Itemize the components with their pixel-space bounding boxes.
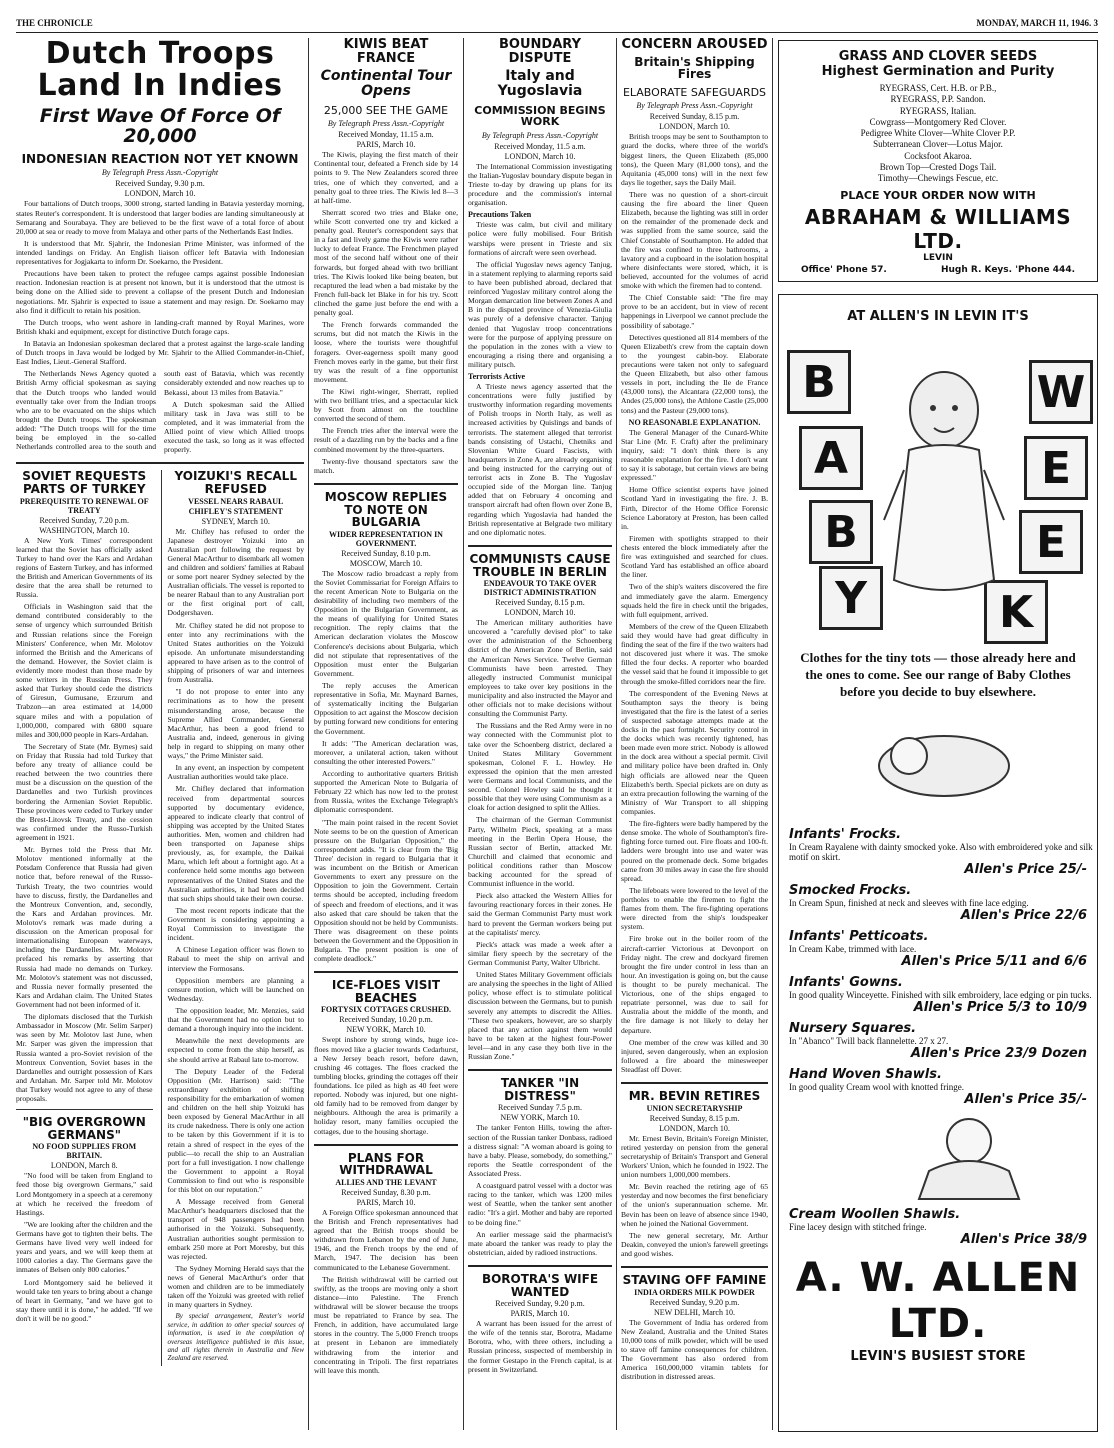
paragraph: The Russians and the Red Army were in no way connected with the Communist plot to take over the Schoenberg district, declared a United States Military Government spokesman, Colonel F. L. Howley. He expressed the opinion that the men arrested were Germans and local Communists, and the second. Colonel Howley said he thought it possible that they were using Communism as a cloak for action designed to split the Allies. (468, 721, 612, 813)
paragraph: "We are looking after the children and the Germans have got to tighten their belts. The Germans have lived very well indeed for years and years, and we will keep them at 1000 calories a day. The Germans gave the inmates of Belsen only 800 calories." (16, 1219, 153, 1275)
paragraph: Two of the ship's waiters discovered the fire and immediately gave the alarm. Emergency squads held the fire in check until the brigades, with full equipment, arrived. (621, 582, 768, 619)
paragraph: The Chief Constable said: "The fire may prove to be an accident, but in view of recent happenings in Liverpool we cannot preclude the possibility of sabotage." (621, 293, 768, 330)
paragraph: There was no question of a short-circuit causing the fire aboard the liner Queen Elizabeth, because the lighting was still in order on the remainder of the promenade deck and was supplied from the same source, said the Chief Constable of Southampton. He added that the fire was confined to three bathrooms, a lavatory and a cupboard in the isolation hospital where disinfectants were stored, which, it is believed, accounted for the volumes of acrid smoke with which the firemen had to contend. (621, 190, 768, 291)
ad-seeds-line: Subterranean Clover—Lotus Major. (873, 139, 1003, 150)
paragraph: The French forwards commanded the scrums, but did not match the Kiwis in the loose, where the tourists were thoughtful foragers. Over-eagerness spoilt many good French moves early in the game, but their first try was the result of a fine opportunist movement. (314, 320, 458, 384)
boundary-article (468, 38, 612, 537)
paragraph: United States Military Government officials are analysing the speeches in the light of Allied policy, whose effect is to stimulate political discussion between the Germans, but to punish severely any attempts to discredit the Allies. "These two speakers, however, are so sharply placed that any action against them would have to be taken at the highest four-Power level—and in any case they both live in the Russian Zone." (468, 970, 612, 1062)
byline: By Telegraph Press Assn.-Copyright (101, 168, 219, 178)
item-description: In "Abanco" Twill back flannelette. 27 x 27. (789, 1035, 949, 1046)
column-4 (621, 38, 768, 1430)
dateline: NEW YORK, March 10. (500, 1113, 580, 1123)
letter-block: K (984, 580, 1048, 644)
item-price: Allen's Price 35/- (964, 1091, 1087, 1107)
ad-seeds-title: GRASS AND CLOVER SEEDS (838, 49, 1038, 64)
letter-block: A (799, 426, 863, 490)
paragraph: A Dutch spokesman said the Allied military task in Java was still to be completed, and it was immaterial from the Allied point of view which Allied troops executed the task, so long as it was effected properly. (164, 399, 304, 455)
paragraph: Fire broke out in the boiler room of the aircraft-carrier Victorious at Devonport on Friday night. The crew and dockyard firemen brought the fire under control in less than an hour. An investigation is going on, but the cause is thought to be purely mechanical. The Victorious, one of the ships engaged to repatriate personnel, was due to sail for Australia about the middle of the month, and the fire damage is not likely to delay her departure. (621, 934, 768, 1035)
dateline: LONDON, March 10. (124, 189, 196, 199)
column-1-lower (16, 470, 304, 1366)
ad-grass-seeds (778, 40, 1098, 282)
dateline: LONDON, March 10. (659, 122, 730, 132)
lead-kicker: INDONESIAN REACTION NOT YET KNOWN (21, 151, 299, 166)
dateline: LONDON, March 10. (659, 1123, 730, 1133)
paragraph: The American military authorities have uncovered a "carefully devised plot" to take over the administration of the Schoenberg district of the American Zone of Berlin, said the American News Service. Twelve German Communists have been arrested. They allegedly instructed Communist municipal employees to take over key positions in the municipality and also instructed the Mayor and other officials not to make decisions without consulting the Communist Party. (468, 618, 612, 719)
item-price: Allen's Price 25/- (964, 861, 1087, 877)
lead-headline: Dutch Troops Land In Indies (37, 38, 283, 103)
paragraph: In any event, an inspection by competent Australian authorities would take place. (167, 763, 304, 782)
paragraph: Twenty-five thousand spectators saw the match. (314, 456, 458, 475)
paragraph: Mr. Bevin reached the retiring age of 65 yesterday and now becomes the first beneficiary of the union's superannuation scheme. Mr. Bevin has been on leave of absence since 1940, when he joined the National Government. (621, 1182, 768, 1228)
dateline: NEW DELHI, March 10. (654, 1307, 735, 1317)
item-price: Allen's Price 22/6 (960, 907, 1087, 923)
paragraph: The correspondent of the Evening News at Southampton says the theory is being investigated that the fire is the latest of a series of suspected sabotage attempts made at the docks in the past fortnight. Security control in the docks which was recently tightened, has been made even more strict. Nobody is allowed in the dock area without a special permit. Civil and military police have been drafted in. Only high officials are allowed near the Queen Elizabeth's berth. Special pickets are on duty as an extra precaution following the warning of the Ministry of War Transport to all shipping companies. (621, 688, 768, 817)
paragraph: British troops may be sent to Southampton to guard the docks, where three of the world's biggest liners, the Queen Elizabeth (85,000 tons), the Queen Mary (81,000 tons), and the Aquitania (45,000 tons) will in the next few days lie together, says the Daily Mail. (621, 132, 768, 187)
dateline: PARIS, March 10. (510, 1309, 570, 1319)
column-rule (308, 38, 309, 1430)
ad-seeds-keys-phone: Hugh R. Keys. 'Phone 444. (940, 264, 1075, 275)
bevin-article (621, 1090, 768, 1258)
famine-article (621, 1274, 768, 1381)
section-divider (314, 1144, 458, 1146)
dateline: NEW YORK, March 10. (346, 1025, 426, 1035)
ad-seeds-line: RYEGRASS, Italian. (899, 105, 977, 116)
paragraph: A Message received from General MacArthur's headquarters disclosed that the transport of 948 passengers had been authorised in the Yoizuki. Subsequently, Australian authorities sought permission to embark 250 more at Port Moresby, but this was rejected. (167, 1197, 304, 1261)
paragraph: A Chinese Legation officer was flown to Rabaul to meet the ship on arrival and interview the Formosans. (167, 945, 304, 973)
paragraph: The French tries after the interval were the result of a dazzling run by the backs and a fine combined movement by the three-quarters. (314, 426, 458, 454)
soviet-article (16, 470, 153, 1366)
moscow-headline: MOSCOW REPLIES TO NOTE ON BULGARIA (324, 489, 448, 530)
paragraph: Mr. Ernest Bevin, Britain's Foreign Minister, retired yesterday on pension from the general secretaryship of Britain's Transport and General Workers' Union, which he founded in 1922. The union numbers 1,000,000 members. (621, 1133, 768, 1180)
item-price: Allen's Price 5/3 to 10/9 (913, 999, 1087, 1015)
byline: By Telegraph Press Assn.-Copyright (327, 119, 445, 129)
paragraph: The new general secretary, Mr. Arthur Deakin, conveyed the union's farewell greetings and good wishes. (621, 1230, 768, 1258)
baby-sleeping-illustration (869, 711, 1019, 811)
ad-seeds-line: RYEGRASS, Cert. H.B. or P.B., (879, 83, 997, 93)
byline: By Telegraph Press Assn.-Copyright (636, 101, 753, 111)
yoizuki-kicker: VESSEL NEARS RABAUL (188, 496, 284, 506)
communists-article (468, 553, 612, 1061)
section-divider (621, 1082, 768, 1084)
paragraph: Firemen with spotlights strapped to their chests entered the block immediately after the fire was extinguished and searched for clues. Scotland Yard has established an office aboard the liner. (621, 533, 768, 580)
paragraph: The Deputy Leader of the Federal Opposition (Mr. Harrison) said: "The extraordinary exhibition of shifting responsibility for the embarkation of women and children on the hell ship Yoizuki has been exposed by General MacArthur in all its crude nakedness. There is only one action to be taken by this Government if it is to retain a shred of respect in the eyes of the public—to recall the ship to an Australian port for a full investigation. I now challenge the Government to appoint a Royal Commission to find out who is responsible for this blot on our reputation." (167, 1066, 304, 1195)
dateline: WASHINGTON, March 10. (39, 525, 130, 535)
item-name: Cream Woollen Shawls. (789, 1206, 961, 1222)
paragraph: The diplomats disclosed that the Turkish Ambassador in Moscow (Mr. Selim Sarper) was seen by Mr. Molotov last June, when Mr. Sarper was given the impression that Russia wanted a pro-Soviet revision of the Montreux Convention, Soviet bases in the Dardanelles and outright possession of Kars and Ardahan. Mr. Sarper told Mr. Molotov that Turkey would not agree to any of these proposals. (16, 1012, 153, 1104)
germans-kicker: NO FOOD SUPPLIES FROM BRITAIN. (32, 1142, 137, 1161)
paragraph: A Trieste news agency asserted that the concentrations were fully justified by trustworthy information regarding movements of Polish troops in North Italy, as well as increased activities by Quislings and bands of terrorists. The statement alleged that terrorist bands consisting of Ustachi, Chetniks and Slovenian White Guard Fascists, with headquarters in Zone A, are already organising and being instructed for the carrying out of terrorist acts in Zone B. The Yugoslav occupied side of the Morgan line. Tanjug added that on February 4 oncoming and transport aircraft had often flown over Zone B, regarding which Yugoslavia had handed the British representative at Belgrade two military and one diplomatic notes. (468, 382, 612, 537)
paragraph: The Kiwis, playing the first match of their Continental tour, defeated a French side by 14 points to 9. The New Zealanders scored three tries, one of which they converted, and a penalty goal to three tries. The Kiwis led 8—3 at half-time. (314, 150, 458, 205)
ad-allen-shawl-illustration (779, 1111, 1097, 1201)
yoizuki-headline: YOIZUKI'S RECALL REFUSED (174, 469, 297, 496)
ad-allen-item (789, 883, 1097, 923)
concern-headline: CONCERN AROUSED (621, 38, 768, 52)
received-line: Received Sunday, 9.20 p.m. (649, 1297, 740, 1307)
paragraph: The British withdrawal will be carried out swiftly, as the troops are moving only a short distance—into Palestine. The French withdrawal will be slower because the troops must be repatriated to France by sea. The French, in addition, have accumulated large stores in the country. The 5,000 French troops at present in Lebanon are immediately withdrawing from the interior and concentrating in Tripoli. The first repatriates will leave this month. (314, 1274, 458, 1375)
concern-article (621, 38, 768, 1074)
section-divider (314, 483, 458, 485)
paragraph: The Netherlands News Agency quoted a British Army official spokesman as saying that the Dutch troops who landed would eventually take over from the Indian troops who are to be evacuated on the ships which brought the Dutch troops. The spokesman added: "The Dutch troops will for the time being be employed in the so-called Netherlands controlled area to the south and south east of Batavia, which was recently considerably extended and now reaches up to Bekassi, about 13 miles from Batavia." (16, 369, 304, 452)
paragraph: Mr. Chifley has refused to order the Japanese destroyer Yoizuki into an Australian port following the request by General MacArthur to disembark all women and children and soldiers' families at Rabaul or some port nearer Sydney selected by the Australian officials. The vessel is reported to be nearer Rabaul than to any Australian port or the first original port of call, Dodgershaven. (167, 526, 304, 618)
item-description: In good quality Cream wool with knotted fringe. (789, 1081, 964, 1092)
paragraph: The most recent reports indicate that the Government is considering appointing a Royal Commission to investigate the incident. (167, 905, 304, 943)
baby-illustration (879, 350, 1009, 630)
icefloes-headline: ICE-FLOES VISIT BEACHES (331, 978, 441, 1005)
moscow-kicker: WIDER REPRESENTATION IN GOVERNMENT. (329, 529, 443, 548)
section-divider (468, 545, 612, 547)
dateline: SYDNEY, March 10. (201, 516, 270, 526)
paragraph: Home Office scientist experts have joined Scotland Yard in investigating the fire. J. B. Firth, Director of the Home Office Forensic Science Laboratory at Preston, has been called in. (621, 485, 768, 531)
paragraph: A New York Times' correspondent learned that the Soviet has officially asked Turkey to hand over the Kars and Ardahan regions of Eastern Turkey, and has informed the British and American Governments of its desire that the area shall be returned to Russia. (16, 535, 153, 600)
masthead-paper-name: THE CHRONICLE (16, 18, 93, 28)
concern-kicker: Britain's Shipping Fires (634, 54, 755, 82)
paragraph: An earlier message said the pharmacist's mate aboard the tanker was ready to play the obstetrician, aided by radioed instructions. (468, 1229, 612, 1257)
paragraph: The opposition leader, Mr. Menzies, said that the Government had no option but to demand a thorough inquiry into the incident. (167, 1005, 304, 1034)
paragraph: One member of the crew was killed and 30 injured, seven dangerously, when an explosion followed a fire aboard the minesweeper Steadfast off Dover. (621, 1037, 768, 1074)
paragraph: The Sydney Morning Herald says that the news of General MacArthur's order that women and children are to be immediately taken off the Yoizuki was greeted with relief in many quarters in Sydney. (167, 1263, 304, 1310)
article-divider (16, 1109, 153, 1110)
received-line: Received Sunday, 9.30 p.m. (115, 179, 205, 189)
paragraph: Mr. Chifley declared that information received from departmental sources supported by documentary evidence, appeared to indicate clearly that control of shipping was accepted by the United States authorities. Men, women and children had been transported on Japanese ships previously, as, for example, the Daikai Maru, which left about a fortnight ago. At a conference held some months ago between representatives of the United States and the Australian authorities, it had been decided that such ships should take their own course. (167, 784, 304, 903)
paragraph: Sherratt scored two tries and Blake one, while Scott converted one try and kicked a penalty goal. Reuter's correspondent says that in a fast and lively game the Kiwis were rather lucky to defeat France. The Frenchmen played most of the second half without one of their forwards, but forged ahead with two brilliant tries. The Kiwis looked like being beaten, but recaptured the lead when a bad mistake by the French full-back let Blake in for his try. Scott clinched the game just before the end with a penalty goal. (314, 207, 458, 318)
paragraph: Members of the crew of the Queen Elizabeth said they would have had great difficulty in finding the seat of the fire if the two waiters had not discovered just where it was. The smoke filled the four decks. A reporter who boarded the vessel said that he found it impossible to get through the smoke-filled corridors near the fire. (621, 621, 768, 686)
item-price: Allen's Price 23/9 Dozen (910, 1045, 1087, 1061)
subheading: Precautions Taken (468, 210, 532, 220)
paragraph: Lord Montgomery said he believed it would take ten years to bring about a change of heart in Germany, "and we have got to stay there until it is done," he added. "If we don't it will be no good." (16, 1277, 153, 1323)
ad-allen-blocks-illustration (779, 330, 1097, 638)
paragraph: Opposition members are planning a censure motion, which will be launched on Wednesday. (167, 975, 304, 1003)
paragraph: A warrant has been issued for the arrest of the wife of the tennis star, Borotra, Madame Borotra, who, with three others, including a Russian princess, suspected of membership in the former Gestapo in the French capital, is at present in Switzerland. (468, 1319, 612, 1374)
ad-allen-tagline: Clothes for the tiny tots — those already here and the ones to come. See our range of Baby Clothes before you decide to buy elsewhere. (800, 650, 1076, 699)
section-divider (621, 1266, 768, 1268)
letter-block: B (809, 500, 873, 564)
paragraph: The reply accuses the American representative in Sofia, Mr. Maynard Barnes, of systematically inciting the Bulgarian Opposition to act against the Moscow decision by putting forward new conditions for entering the Government. (314, 681, 458, 736)
ad-allen-item (789, 1021, 1097, 1061)
column-1 (16, 38, 304, 1430)
paragraph: The fire-fighters were badly hampered by the dense smoke. The whole of Southampton's fire-fighting force turned out. Fire floats and 100-ft. ladders were brought into use and water was poured on the promenade deck. Some brigades came from 30 miles away in case the fire should spread. (621, 819, 768, 883)
dateline: LONDON, March 10. (504, 151, 576, 161)
paragraph: "I do not propose to enter into any recriminations as to how the present misunderstanding arose, because the Supreme Allied Commander, General MacArthur, has been a good friend to Australia and, indeed, generous in giving help in regard to shipping on many other ways," the Prime Minister said. (167, 687, 304, 761)
dateline: MOSCOW, March 10. (349, 558, 423, 568)
baby-in-shawl-illustration (909, 1111, 1029, 1201)
paragraph: The Moscow radio broadcast a reply from the Soviet Commissariat for Foreign Affairs to the recent American Note to Bulgaria on the desirability of including two members of the Opposition in the Bulgarian Government, as the means of qualifying for United States recognition. The reply claims that the American declaration violates the Moscow Conference's decisions about Bulgaria, which did not stipulate that representatives of the Opposition must enter the Bulgarian Government. (314, 568, 458, 678)
tanker-article (468, 1077, 612, 1257)
paragraph: The lifeboats were lowered to the level of the portholes to enable the firemen to fight the flames from them. The fire-fighting operations were directed from the ship's loudspeaker system. (621, 885, 768, 932)
ad-seeds-line: Cowgrass—Montgomery Red Clover. (869, 116, 1007, 127)
boundary-kicker: Italy and Yugoslavia (497, 68, 583, 99)
item-description: Fine lacey design with stitched fringe. (789, 1221, 927, 1232)
paragraph: "No food will be taken from England to feed those big overgrown Germans," said Lord Montgomery in a speech at a ceremony at which he received the freedom of Hastings. (16, 1171, 153, 1217)
lead-continuation (16, 369, 304, 454)
moscow-article (314, 491, 458, 963)
dateline: LONDON, March 10. (504, 608, 576, 618)
ad-seeds-town: LEVIN (923, 253, 953, 264)
paragraph: The chairman of the German Communist Party, Wilhelm Pieck, speaking at a mass meeting in the Berlin Opera House, the Russian sector of Berlin, attacked Mr. Churchill and claimed that economic and political conditions rather than Moscow backing accounted for the spread of Communist influence in the world. (468, 815, 612, 889)
ad-seeds-line: Brown Top—Crested Dogs Tail. (879, 161, 997, 172)
bevin-headline: MR. BEVIN RETIRES (628, 1089, 761, 1104)
letter-block: W (1029, 360, 1093, 424)
section-divider (16, 462, 304, 464)
famine-headline: STAVING OFF FAMINE (622, 1273, 767, 1288)
paragraph: The tanker Fenton Hills, towing the after-section of the Russian tanker Donbass, radioed a distress signal: "A woman aboard is going to have a baby. Please, somebody, do something," reports the Seattle correspondent of the Associated Press. (468, 1123, 612, 1178)
item-price: Allen's Price 38/9 (960, 1231, 1087, 1247)
received-line: Received Sunday, 8.15 p.m. (649, 112, 740, 122)
paragraph: The Government of India has ordered from New Zealand, Australia and the United States 10,000 tons of milk powder, which will be used to stave off famine consequences for children. The Government has also ordered from America 160,000,000 vitamin tablets for distribution in distressed areas. (621, 1317, 768, 1382)
letter-block: B (787, 350, 851, 414)
paragraph: "The main point raised in the recent Soviet Note seems to be on the question of American pressure on the Bulgarian Opposition," the correspondent adds. "It is clear from the 'Big Three' decision in regard to Bulgaria that it was incumbent on the British or American Governments to exert any pressure on the Opposition to join the Government. Certain terms should be accepted, including freedom of speech and freedom of elections, and it was also asked that care should be taken that the Opposition should not be held by Communists. There was disagreement on these points between the Government and the Opposition in Bulgaria. The present position is one of complete deadlock." (314, 817, 458, 964)
item-name: Hand Woven Shawls. (789, 1066, 942, 1082)
paragraph: Trieste was calm, but civil and military police were fully mobilised. Four British warships were present in Trieste and six formations of aircraft were seen overhead. (468, 220, 612, 257)
item-name: Nursery Squares. (789, 1020, 917, 1036)
item-description: In Cream Spun, finished at neck and sleeves with fine lace edging. (789, 897, 1029, 908)
bevin-kicker: UNION SECRETARYSHIP (646, 1103, 743, 1113)
item-name: Infants' Gowns. (789, 974, 903, 990)
borotra-headline: BOROTRA'S WIFE WANTED (481, 1271, 599, 1299)
icefloes-kicker: FORTYSIX COTTAGES CRUSHED. (320, 1005, 452, 1015)
ad-allen-headline: AT ALLEN'S IN LEVIN IT'S (847, 309, 1029, 324)
item-description: In good quality Winceyette. Finished with silk embroidery, lace edging or pin tucks. (789, 989, 1092, 1000)
letter-block: Y (819, 566, 883, 630)
paragraph: The International Commission investigating the Italian-Yugoslav boundary dispute began in Trieste to-day by drawing up plans for its procedure and the commission's internal organisation. (468, 161, 612, 208)
withdrawal-headline: PLANS FOR WITHDRAWAL (339, 1150, 433, 1178)
paragraph: Precautions have been taken to protect the refugee camps against possible Indonesian reaction. Indonesian reaction is at present not known, but it is understood that the utmost is being done on the Allied side to prevent a collapse of the present Dutch and Indonesian negotiations. Mr. Sjahrir is expected to issue a statement and may resign. Dr. Soekarno may also find it difficult to retain his position. (16, 269, 304, 315)
received-line: Received Sunday, 8.15 p.m. (649, 1113, 740, 1123)
item-name: Smocked Frocks. (789, 882, 912, 898)
ad-allen-item (789, 827, 1097, 877)
communists-headline: COMMUNISTS CAUSE TROUBLE IN BERLIN (469, 551, 611, 579)
ad-allen-items (779, 827, 1097, 1247)
tanker-headline: TANKER "IN DISTRESS" (500, 1076, 580, 1103)
column-3 (468, 38, 612, 1430)
paragraph: Mr. Byrnes told the Press that Mr. Molotov mentioned informally at the Potsdam Conference that Russia had given notice that, before renewal of the Russo-Turkish Treaty, the two countries would have to discuss, firstly, the Dardanelles and the Montreux Convention, and, secondly, the Kars and Ardahan provinces. Mr. Molotov's remark was made during a discussion on the American proposal for internationalising European waterways, including the Dardanelles. Mr. Molotov prefaced his remarks by asserting that Russia had made no demands on Turkey. Mr. Molotov's statement was not discussed, and Russia never formally presented the Kars and Ardahan claim. The United States Government had not been informed of it. (16, 845, 153, 1009)
column-2 (314, 38, 458, 1430)
masthead (16, 18, 1098, 33)
byline: By Telegraph Press Assn.-Copyright (481, 130, 599, 140)
received-line: Received Sunday 7.5 p.m. (498, 1103, 582, 1113)
paragraph: The Dutch troops, who went ashore in landing-craft manned by Royal Marines, wore British khaki and equipment, except for distinctive Dutch forage caps. (16, 317, 304, 336)
paragraph: Officials in Washington said that the demand contributed considerably to the sense of urgency which surrounded British and Russian relations since the Foreign Ministers' Conference, when Mr. Molotov informed the British and the Americans of the demand. However, the Soviet claim is evidently more modest than those made by some writers in the Russian Press. They asked that Turkey should cede the districts of Giresun, Gumusane, Erzurum and Trabzon—an area estimated at 14,000 square miles and with a population of 1,000,000, compared with 6800 square miles and 300,000 people in Kars-Ardahan. (16, 602, 153, 739)
received-line: Received Sunday, 7.20 p.m. (39, 515, 129, 525)
item-price: Allen's Price 5/11 and 6/6 (901, 953, 1087, 969)
paragraph: Four battalions of Dutch troops, 3000 strong, started landing in Batavia yesterday morning, states Reuter's correspondent. It is understood that larger bodies are landing simultaneously at Semarang and Sourabaya. They are believed to be the first wave of a total force of about 20,000 at sea or ready to move from Malaya and other parts of the Netherlands East Indies. (16, 199, 304, 236)
received-line: Received Monday, 11.15 a.m. (338, 130, 434, 140)
ad-allen-pram-illustration (779, 711, 1097, 821)
column-rule (463, 38, 464, 1430)
received-line: Received Sunday, 9.20 p.m. (495, 1299, 585, 1309)
subheading: Terrorists Active (468, 372, 526, 382)
ad-seeds-cta: PLACE YOUR ORDER NOW WITH (840, 189, 1036, 203)
paragraph: In Batavia an Indonesian spokesman declared that a protest against the large-scale landing of Dutch troops in Java would be lodged by Mr. Sjahrir to the Allied Commander-in-Chief, East Indies, Lieut.-General Stafford. (16, 339, 304, 367)
paragraph: It adds: "The American declaration was, moreover, a unilateral action, taken without consulting the other interested Powers." (314, 738, 458, 766)
section-divider (314, 971, 458, 973)
ad-seeds-phones (779, 265, 1097, 275)
ad-allen-item (789, 929, 1097, 969)
yoizuki-article (161, 470, 305, 1366)
ad-seeds-office-phone: Office' Phone 57. (801, 264, 887, 275)
lead-subheadline: First Wave Of Force Of 20,000 (39, 105, 281, 147)
received-line: Received Sunday, 8.10 p.m. (341, 548, 431, 558)
paragraph: A coastguard patrol vessel with a doctor was racing to the tanker, which was 1200 miles west of Seattle, when the tanker sent another radio: "It's a girl. Mother and baby are reported to be doing fine." (468, 1181, 612, 1227)
paragraph: Detectives questioned all 814 members of the Queen Elizabeth's crew from the captain down to the youngest cabin-boy. Elaborate precautions were taken not only to safeguard the Queen Elizabeth, but also other famous vessels in port, including the Ile de France (43,000 tons), the Alcantara (22,000 tons), the Andes (25,000 tons), the Athlone Castle (25,000 tons) and the Pasteur (29,000 tons). (621, 332, 768, 415)
dateline: LONDON, March 8. (50, 1161, 118, 1171)
paragraph: According to authoritative quarters British supported the American Note to Bulgaria of February 22 which has now led to the protest from Russia, writes the Exchange Telegraph's diplomatic correspondent. (314, 769, 458, 815)
dateline: PARIS, March 10. (356, 140, 416, 150)
ad-allen-firm: A. W. ALLEN LTD. (795, 1254, 1081, 1347)
column-rule (772, 38, 773, 1430)
masthead-date: MONDAY, MARCH 11, 1946. 3 (976, 18, 1098, 28)
section-divider (468, 1265, 612, 1267)
received-line: Received Sunday, 8.30 p.m. (341, 1187, 431, 1197)
ad-seeds-line: RYEGRASS, P.P. Sandon. (890, 94, 986, 105)
paragraph: Pieck's attack was made a week after a similar fiery speech by the secretary of the German Communist Party, Walter Ulbricht. (468, 939, 612, 968)
communists-kicker: ENDEAVOUR TO TAKE OVER DISTRICT ADMINISTRATION (483, 579, 597, 598)
ad-seeds-list (779, 83, 1097, 184)
received-line: Received Sunday, 10.20 p.m. (339, 1015, 433, 1025)
paragraph: It is understood that Mr. Sjahrir, the Indonesian Prime Minister, was informed of the intended landings on Friday. An English liaison officer left Batavia with Indonesian representatives for Jogjakarta to inform Dr. Soekarno, the President. (16, 238, 304, 267)
boundary-headline: BOUNDARY DISPUTE (499, 38, 581, 66)
column-rule (616, 38, 617, 1430)
received-line: Received Monday, 11.5 a.m. (494, 141, 586, 151)
item-description: In Cream Rayalene with dainty smocked yoke. Also with embroidered yoke and silk motif on skirt. (789, 841, 1093, 862)
ad-seeds-line: Timothy—Chewings Fescue, etc. (877, 173, 999, 183)
section-divider (468, 1069, 612, 1071)
withdrawal-kicker: ALLIES AND THE LEVANT (335, 1177, 437, 1187)
withdrawal-article (314, 1152, 458, 1375)
paragraph: Pieck also attacked the Western Allies for favouring reactionary forces in their zones. He said the German Communist Party must work hard to prevent the German workers being put at the capitalists' mercy. (468, 891, 612, 937)
paragraph: The General Manager of the Cunard-White Star Line (Mr. F. Craft) after the preliminary inquiry, said: "I don't think there is any reasonable explanation for the fire. I don't want to say it is sabotage, but certain views are being expressed." (621, 427, 768, 483)
item-name: Infants' Petticoats. (789, 928, 929, 944)
ad-seeds-subtitle: Highest Germination and Purity (821, 64, 1055, 79)
soviet-headline: SOVIET REQUESTS PARTS OF TURKEY (22, 469, 147, 496)
borotra-article (468, 1273, 612, 1374)
concern-sub: ELABORATE SAFEGUARDS (622, 85, 767, 99)
yoizuki-kicker: CHIFLEY'S STATEMENT (188, 506, 283, 516)
ad-allens-baby-week (778, 294, 1098, 1432)
icefloes-article (314, 979, 458, 1135)
germans-headline: "BIG OVERGROWN GERMANS" (22, 1115, 146, 1142)
ad-seeds-firm: ABRAHAM & WILLIAMS LTD. (804, 205, 1072, 254)
boundary-sub: COMMISSION BEGINS WORK (474, 103, 606, 129)
paragraph: Meanwhile the next developments are expected to come from the ship herself, as she should arrive at Rabaul late to-morrow. (167, 1036, 304, 1064)
ad-seeds-line: Pedigree White Clover—White Clover P.P. (860, 128, 1016, 138)
paragraph: By special arrangement, Reuter's world service, in addition to other special sources of information, is used in the compilation of overseas intelligence published in this issue, and all rights therein in Australia and New Zealand are reserved. (167, 1312, 304, 1363)
ad-allen-slogan: LEVIN'S BUSIEST STORE (850, 1348, 1026, 1364)
soviet-kicker: PREREQUISITE TO RENEWAL OF TREATY (19, 496, 149, 515)
paragraph: Mr. Chifley stated he did not propose to enter into any recriminations with the United States authorities on the Yoizuki episode. An unfortunate misunderstanding appeared to have arisen as to the control of shipping of prisoners of war and internees from Australia. (167, 620, 304, 685)
paragraph: The official Yugoslav news agency Tanjug, in a statement replying to alarming reports said to have been published abroad, declared that reinforced Yugoslav military control along the Morgan demarcation line between Zones A and B in the disputed province of Venezia-Giulia was purely of a defensive character. Tanjug denied that Yugoslav troop concentrations were for the purpose of applying pressure on the population in the zones with a view to encouraging a rising there and organising a military putsch. (468, 259, 612, 369)
ad-allen-item (789, 975, 1097, 1015)
subheading: NO REASONABLE EXPLANATION. (628, 417, 761, 427)
received-line: Received Sunday, 8.15 p.m. (495, 598, 585, 608)
famine-kicker: INDIA ORDERS MILK POWDER (634, 1287, 755, 1297)
ad-seeds-line: Cocksfoot Akaroa. (904, 150, 972, 161)
lead-article (16, 38, 304, 454)
kiwis-kicker: Continental Tour Opens (320, 68, 452, 99)
ad-allen-item (789, 1207, 1097, 1247)
paragraph: The Kiwi right-winger, Sherratt, replied with two brilliant tries, and a spectacular kick by Scott from almost on the touchline converted the second of them. (314, 386, 458, 424)
letter-block: E (1019, 510, 1083, 574)
kiwis-article (314, 38, 458, 475)
item-name: Infants' Frocks. (789, 826, 902, 842)
letter-block: E (1024, 436, 1088, 500)
paragraph: Swept inshore by strong winds, huge ice-floes moved like a glacier towards Cedarhurst, a New Jersey beach resort, before dawn, crushing 46 cottages. The floes cracked the tumbling blocks, grinding the cottages off their foundations. Ice piled as high as 40 feet were reported. Nobody was injured, but one night-old family had to be removed from danger by neighbours. Although the area is primarily a holiday resort, many families occupied the cottages, due to the housing shortage. (314, 1035, 458, 1136)
item-description: In Cream Kabe, trimmed with lace. (789, 943, 917, 954)
kiwis-headline: KIWIS BEAT FRANCE (343, 38, 429, 66)
kiwis-sub: 25,000 SEE THE GAME (323, 103, 449, 117)
dateline: PARIS, March 10. (356, 1197, 416, 1207)
ad-allen-item (789, 1067, 1097, 1107)
paragraph: The Secretary of State (Mr. Byrnes) said on Friday that Russia had told Turkey that before any treaty of alliance could be reached between the two countries there must be a discussion on the question of the Dardanelles and two Turkish provinces bordering the Armenian Soviet Republic. These provinces were ceded to Turkey under the Brest-Litovsk Treaty, and the cession was confirmed under the Russo-Turkish agreement in 1921. (16, 741, 153, 842)
paragraph: A Foreign Office spokesman announced that the British and French representatives had agreed that the British troops should be withdrawn from Lebanon by the end of June, 1946, and the French troops by the end of March, 1947. The decision has been communicated to the Lebanese Government. (314, 1207, 458, 1272)
